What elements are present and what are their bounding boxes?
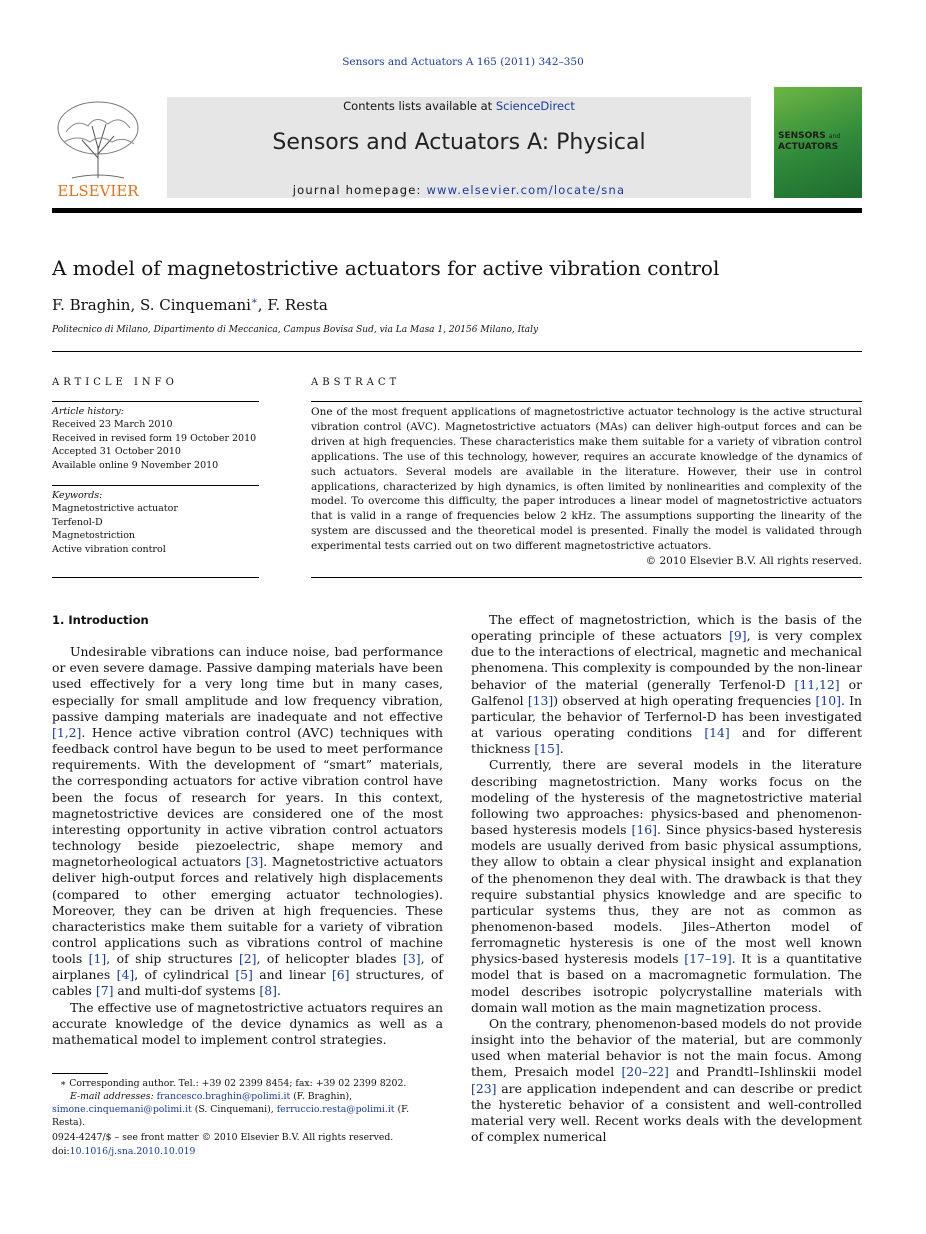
citation-link[interactable]: [2] — [238, 951, 257, 967]
paragraph — [471, 1016, 862, 1145]
homepage-link[interactable]: www.elsevier.com/locate/sna — [426, 183, 626, 197]
journal-banner — [167, 97, 751, 198]
email-line — [52, 1103, 443, 1129]
citation-link[interactable]: [23] — [471, 1080, 497, 1096]
paragraph-text: Currently, there are several models in the literature describing magnetostriction. Many works focus on the modeling of the hysteresis of the magnetostrictive material following two approaches: physics-based and phenomenon-based hysteresis models — [471, 757, 862, 838]
info-divider-mid — [52, 485, 259, 486]
cover-title — [778, 131, 840, 152]
paragraph — [471, 757, 862, 1016]
title-divider — [52, 351, 862, 352]
citation-link[interactable]: [1] — [88, 951, 107, 967]
paragraph-text: The effect of magnetostriction, which is the basis of the operating principle of these actuators — [471, 612, 862, 644]
corresponding-author-mark[interactable]: ∗ — [250, 296, 258, 307]
header-divider — [52, 208, 862, 213]
history-item: Available online 9 November 2010 — [52, 459, 219, 471]
body-column-right — [471, 612, 862, 1145]
email-owner: (F. Braghin), — [290, 1091, 353, 1102]
citation-link[interactable]: [10] — [815, 692, 841, 708]
footnote — [52, 1077, 443, 1129]
paragraph-text: . Hence active vibration control (AVC) techniques with feedback control have begun to be used to meet performance requirements. With the development of “smart” materials, the corresponding actuators for active vibration control have been the focus of research for years. In this context, magnetostrictive devices are considered one of the most interesting opportunity in active vibration control actuators technology beside piezoelectric, shape memory and magnetorheological actuators — [52, 724, 443, 870]
paragraph-text: . — [559, 741, 564, 757]
citation-link[interactable]: [5] — [235, 967, 253, 983]
journal-reference[interactable]: Sensors and Actuators A 165 (2011) 342–350 — [342, 56, 584, 68]
citation-link[interactable]: [13] — [527, 692, 554, 708]
elsevier-wordmark: ELSEVIER — [57, 182, 139, 200]
elsevier-logo — [52, 96, 144, 200]
copyright: © 2010 Elsevier B.V. All rights reserved. — [645, 555, 862, 567]
paragraph-text: , of cylindrical — [134, 967, 236, 983]
info-divider-bottom — [52, 577, 259, 578]
citation-link[interactable]: [15] — [534, 741, 560, 757]
paragraph — [52, 644, 443, 999]
paragraph-text: are application independent and can describe or predict the hysteretic behavior of a consistent and well-controlled material very well. Recent works deals with the development of complex numerical — [471, 1080, 862, 1144]
citation-link[interactable]: [20–22] — [621, 1064, 669, 1080]
keyword: Active vibration control — [52, 543, 166, 555]
affiliation: Politecnico di Milano, Dipartimento di Meccanica, Campus Bovisa Sud, via La Masa 1, 20156 Milano, Italy — [52, 325, 539, 335]
doi-line — [52, 1145, 472, 1159]
paragraph-text: . — [276, 983, 281, 999]
keyword: Magnetostriction — [52, 530, 136, 542]
homepage-prefix: journal homepage: — [292, 183, 427, 197]
section-heading: 1. Introduction — [52, 613, 149, 627]
paragraph-text: and multi-dof systems — [113, 983, 260, 999]
journal-title: Sensors and Actuators A: Physical — [272, 130, 646, 155]
citation-link[interactable]: [6] — [331, 967, 350, 983]
abstract-divider-top — [311, 401, 862, 402]
paragraph-text: Undesirable vibrations can induce noise, bad performance or even severe damage. Passive damping materials have been used effectively for a very long time but in many cases, especially for small amplitude and low frequency vibration, passive damping materials are inadequate and not effective — [52, 644, 443, 724]
cover-text-1: SENSORS — [778, 131, 826, 141]
doi-link[interactable]: 10.1016/j.sna.2010.10.019 — [69, 1146, 196, 1157]
paragraph-text: ) observed at high operating frequencies — [553, 692, 816, 708]
article-title: A model of magnetostrictive actuators for active vibration control — [52, 256, 720, 280]
paragraph — [471, 612, 862, 757]
history-item: Received 23 March 2010 — [52, 419, 173, 431]
citation-link[interactable]: [14] — [704, 725, 730, 741]
paragraph-text: . It is a quantitative model that is based on a macromagnetic formulation. The model describes isotropic polycrystalline materials with domain wall motion as the main magnetization process. — [471, 951, 863, 1015]
paragraph-text: , of ship structures — [106, 951, 239, 967]
paragraph-text: , of airplanes — [52, 951, 443, 983]
email-label: E-mail addresses: — [70, 1091, 157, 1102]
body-column-left — [52, 612, 443, 1048]
keyword: Magnetostrictive actuator — [52, 503, 178, 515]
abstract-heading: ABSTRACT — [311, 377, 401, 388]
paragraph-text: and Prandtl–Ishlinskii model — [668, 1064, 862, 1080]
paragraph-text: and linear — [252, 967, 332, 983]
paragraph-text: , is very complex due to the interactions of electrical, magnetic and mechanical phenomena. This complexity is compounded by the non-linear behavior of the material (generally Terfenol-D — [471, 628, 862, 692]
history-item: Received in revised form 19 October 2010 — [52, 432, 257, 444]
paragraph-text: . In particular, the behavior of Terfernol-D has been investigated at various operating conditions — [471, 692, 862, 741]
tree-icon — [52, 96, 144, 200]
doi-label: doi: — [52, 1146, 70, 1157]
citation-link[interactable]: [4] — [116, 967, 135, 983]
paragraph-text: On the contrary, phenomenon-based models do not provide insight into the behavior of the material, but are commonly used when material behavior is not the main focus. Among them, Presaich model — [471, 1015, 862, 1080]
citation-link[interactable]: [17–19] — [684, 951, 732, 967]
paragraph-text: structures, of cables — [52, 967, 443, 999]
history-item: Accepted 31 October 2010 — [52, 446, 181, 458]
info-divider-top — [52, 401, 259, 402]
article-history — [52, 405, 259, 472]
journal-homepage — [167, 183, 751, 197]
authors-last: , F. Resta — [257, 296, 328, 314]
abstract-text: One of the most frequent applications of magnetostrictive actuator technology is the active structural vibration control (AVC). Magnetostrictive actuators (MAs) can deliver high-output forces and can be driven at high frequencies. These characteristics make them suitable for a variety of vibration control applications. The use of this technology, however, requires an accurate knowledge of the dynamics of such actuators. Several models are available in the literature. However, their use in control applications, characterized by high dynamics, is often limited by nonlinearities and complexity of the model. To overcome this difficulty, the paper introduces a linear model of magnetostrictive actuators that is valid in a range of frequencies below 2 kHz. The assumptions supporting the linearity of the system are discussed and the theoretical model is presented. Finally the model is validated through experimental tests carried out on two different magnetostrictive actuators. — [311, 406, 862, 553]
paragraph-text: . Since physics-based hysteresis models are usually derived from basic physical assumptions, they allow to obtain a clear physical insight and explanation of the phenomenon they deal with. The drawback is that they require substantial physics knowledge and are specific to particular systems thus, they are not as common as phenomenon-based models. Jiles–Atherton model of ferromagnetic hysteresis is one of the most well known physics-based hysteresis models — [471, 822, 862, 967]
journal-cover[interactable] — [774, 87, 862, 198]
email-owner: (S. Cinquemani), — [191, 1104, 277, 1115]
citation-link[interactable]: [1,2] — [52, 724, 82, 740]
authors — [52, 296, 328, 314]
issn-block — [52, 1131, 472, 1159]
cover-and: and — [828, 133, 841, 140]
citation-link[interactable]: [3] — [245, 854, 264, 870]
paragraph-text: and for different thickness — [471, 725, 862, 757]
citation-link[interactable]: [3] — [403, 951, 421, 967]
citation-link[interactable]: [16] — [631, 822, 657, 838]
email-line — [52, 1090, 443, 1103]
paragraph-text: or Galfenol — [471, 676, 862, 708]
citation-link[interactable]: [11,12] — [794, 676, 840, 692]
citation-link[interactable]: [7] — [95, 983, 114, 999]
keyword: Terfenol-D — [52, 516, 103, 528]
paragraph-text: . Magnetostrictive actuators deliver high-output forces and relatively high displacements (compared to other emerging actuator technologies). Moreover, they can be driven at high frequencies. These characteristics make them suitable for a variety of vibration control applications such as vibrations control of machine tools — [52, 854, 443, 967]
paragraph-text: The effective use of magnetostrictive actuators requires an accurate knowledge of the device dynamics as well as a mathematical model to implement control strategies. — [52, 999, 443, 1047]
footnote-rule — [52, 1073, 108, 1074]
contents-line — [167, 99, 751, 113]
paragraph — [52, 1000, 443, 1048]
email-link[interactable]: francesco.braghin@polimi.it — [156, 1091, 291, 1102]
corresponding-author-note: ∗ Corresponding author. Tel.: +39 02 2399 8454; fax: +39 02 2399 8202. — [60, 1078, 407, 1089]
email-link[interactable]: ferruccio.resta@polimi.it — [276, 1104, 395, 1115]
citation-link[interactable]: [9] — [729, 628, 747, 644]
contents-prefix: Contents lists available at — [343, 99, 496, 113]
keywords-label: Keywords: — [52, 490, 103, 501]
citation-link[interactable]: [8] — [259, 983, 277, 999]
email-link[interactable]: simone.cinquemani@polimi.it — [52, 1104, 192, 1115]
article-info-heading: ARTICLE INFO — [52, 377, 178, 388]
sciencedirect-link[interactable]: ScienceDirect — [495, 99, 575, 113]
history-label: Article history: — [52, 406, 124, 417]
front-matter: 0924-4247/$ – see front matter © 2010 Elsevier B.V. All rights reserved. — [52, 1132, 394, 1143]
cover-text-2: ACTUATORS — [778, 142, 839, 152]
keywords — [52, 489, 259, 556]
abstract-divider-bottom — [311, 577, 862, 578]
paragraph-text: , of helicopter blades — [256, 951, 403, 967]
authors-main: F. Braghin, S. Cinquemani — [52, 296, 251, 314]
email-owner: (F. Resta). — [52, 1104, 410, 1128]
